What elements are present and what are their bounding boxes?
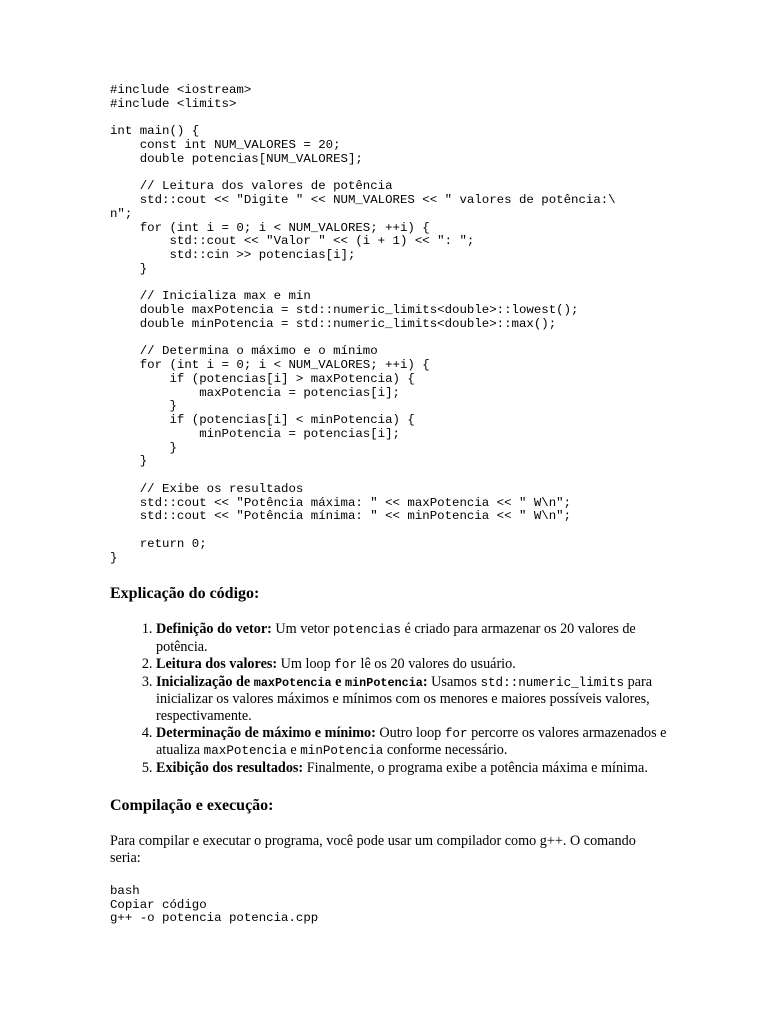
cpp-code-block <box>110 84 670 565</box>
code-line: maxPotencia = potencias[i]; <box>110 385 400 400</box>
bash-line: bash <box>110 883 140 898</box>
bash-line: Copiar código <box>110 897 207 912</box>
document-page <box>110 84 670 926</box>
item-text: Outro loop <box>375 724 445 741</box>
item-text: Finalmente, o programa exibe a potência máxima e mínima. <box>303 760 648 777</box>
item-title: Leitura dos valores: <box>156 655 278 672</box>
code-line: double minPotencia = std::numeric_limits<double>::max(); <box>110 316 557 331</box>
code-line: } <box>110 550 118 565</box>
code-line: int main() { <box>110 124 200 139</box>
item-title: Exibição dos resultados: <box>156 760 304 777</box>
item-text: percorre os valores armazenados e atualiza <box>156 724 667 759</box>
code-line: return 0; <box>110 536 207 551</box>
compile-paragraph: Para compilar e executar o programa, você pode usar um compilador como g++. O comando seria: <box>110 832 636 866</box>
inline-code: potencias <box>332 623 401 638</box>
code-line: if (potencias[i] < minPotencia) { <box>110 413 415 427</box>
item-title <box>156 674 428 690</box>
code-line: std::cout << "Valor " << (i + 1) << ": "; <box>110 234 475 249</box>
item-title-text: : <box>422 673 428 690</box>
item-title-text: Inicialização de <box>156 673 254 690</box>
code-line: std::cout << "Digite " << NUM_VALORES << " valores de potência:\ <box>110 193 616 207</box>
inline-code: minPotencia <box>345 675 423 690</box>
explanation-list <box>110 621 670 777</box>
item-text: Um loop <box>277 655 335 672</box>
code-line: } <box>110 261 148 276</box>
item-text: e <box>286 742 301 759</box>
code-line: std::cin >> potencias[i]; <box>110 248 356 262</box>
item-text: Usamos <box>427 673 481 690</box>
explanation-heading: Explicação do código: <box>110 585 260 603</box>
code-line: // Inicializa max e min <box>110 289 311 304</box>
list-item <box>156 621 670 655</box>
item-title: Determinação de máximo e mínimo: <box>156 724 376 741</box>
item-title: Definição do vetor: <box>156 621 272 638</box>
inline-code: maxPotencia <box>203 744 287 759</box>
code-line: #include <limits> <box>110 96 237 111</box>
code-line: std::cout << "Potência máxima: " << maxPotencia << " W\n"; <box>110 495 572 510</box>
list-item <box>156 760 670 777</box>
code-line: double maxPotencia = std::numeric_limits<double>::lowest(); <box>110 303 579 317</box>
inline-code: minPotencia <box>300 744 384 759</box>
bash-line: g++ -o potencia potencia.cpp <box>110 911 319 926</box>
compile-heading: Compilação e execução: <box>110 796 274 814</box>
inline-code: std::numeric_limits <box>480 675 625 690</box>
code-line: const int NUM_VALORES = 20; <box>110 138 341 152</box>
list-item <box>156 656 670 674</box>
code-line: #include <iostream> <box>110 83 252 97</box>
code-line: minPotencia = potencias[i]; <box>110 426 400 441</box>
code-line: std::cout << "Potência mínima: " << minPotencia << " W\n"; <box>110 509 572 524</box>
code-line: } <box>110 399 177 414</box>
code-line: } <box>110 454 148 469</box>
inline-code: maxPotencia <box>253 675 332 690</box>
code-line: for (int i = 0; i < NUM_VALORES; ++i) { <box>110 220 430 235</box>
code-line: if (potencias[i] > maxPotencia) { <box>110 371 415 386</box>
list-item <box>156 674 670 725</box>
inline-code: for <box>444 726 468 741</box>
code-line: n"; <box>110 206 133 221</box>
item-text: para inicializar os valores máximos e mínimos com os menores e maiores possíveis valores, respectivamente. <box>156 673 652 724</box>
code-line: } <box>110 440 177 455</box>
code-line: // Leitura dos valores de potência <box>110 179 393 194</box>
item-text: é criado para armazenar os 20 valores de potência. <box>156 621 636 655</box>
code-line: for (int i = 0; i < NUM_VALORES; ++i) { <box>110 358 430 372</box>
item-text: conforme necessário. <box>383 742 508 759</box>
item-text: Um vetor <box>271 621 333 638</box>
inline-code: for <box>334 657 357 672</box>
item-text: lê os 20 valores do usuário. <box>356 655 516 672</box>
item-title-text: e <box>331 673 346 690</box>
bash-code-block <box>110 885 670 926</box>
code-line: // Exibe os resultados <box>110 481 304 496</box>
code-line: // Determina o máximo e o mínimo <box>110 344 378 359</box>
code-line: double potencias[NUM_VALORES]; <box>110 151 363 166</box>
list-item <box>156 725 670 760</box>
